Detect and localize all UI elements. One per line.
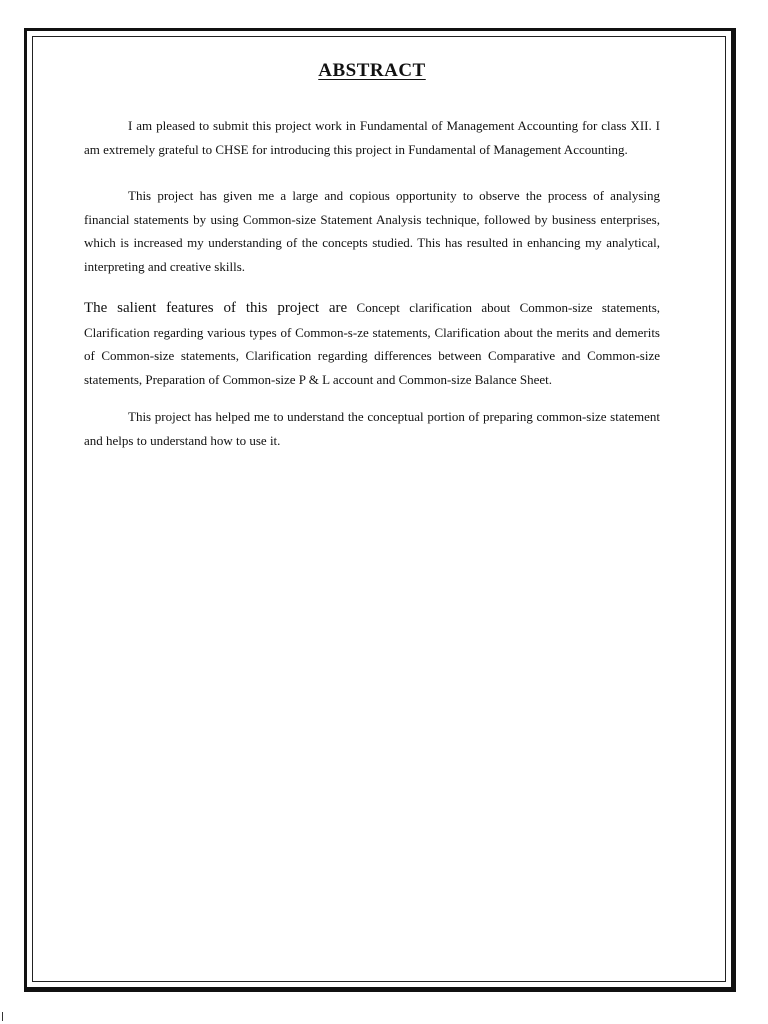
paragraph-introduction: I am pleased to submit this project work in Fundamental of Management Accounting for class XII. I am extremely grateful to CHSE for introducing this project in Fundamental of Management Accounting. xyxy=(84,118,660,157)
paragraph-salient-features xyxy=(84,296,660,391)
paragraph-opportunity: This project has given me a large and copious opportunity to observe the process of analysing financial statements by using Common-size Statement Analysis technique, followed by business enterprises, which is increased my understanding of the concepts studied. This has resulted in enhancing my analytical, interpreting and creative skills. xyxy=(84,188,660,274)
document-title: ABSTRACT xyxy=(318,60,426,81)
scan-artifact-mark xyxy=(2,1012,3,1021)
salient-features-text: Concept clarification about Common-size statements, Clarification regarding various types of Common-s-ze statements, Clarification about the merits and demerits of Common-size statements, Clarification regarding differences between Comparative and Common-size statements, Preparation of Common-size P & L account and Common-size Balance Sheet. xyxy=(84,300,661,387)
document-body xyxy=(84,58,660,452)
paragraph-conclusion: This project has helped me to understand the conceptual portion of preparing common-size statement and helps to understand how to use it. xyxy=(84,409,660,448)
salient-features-lead: The salient features of this project are xyxy=(84,300,348,316)
